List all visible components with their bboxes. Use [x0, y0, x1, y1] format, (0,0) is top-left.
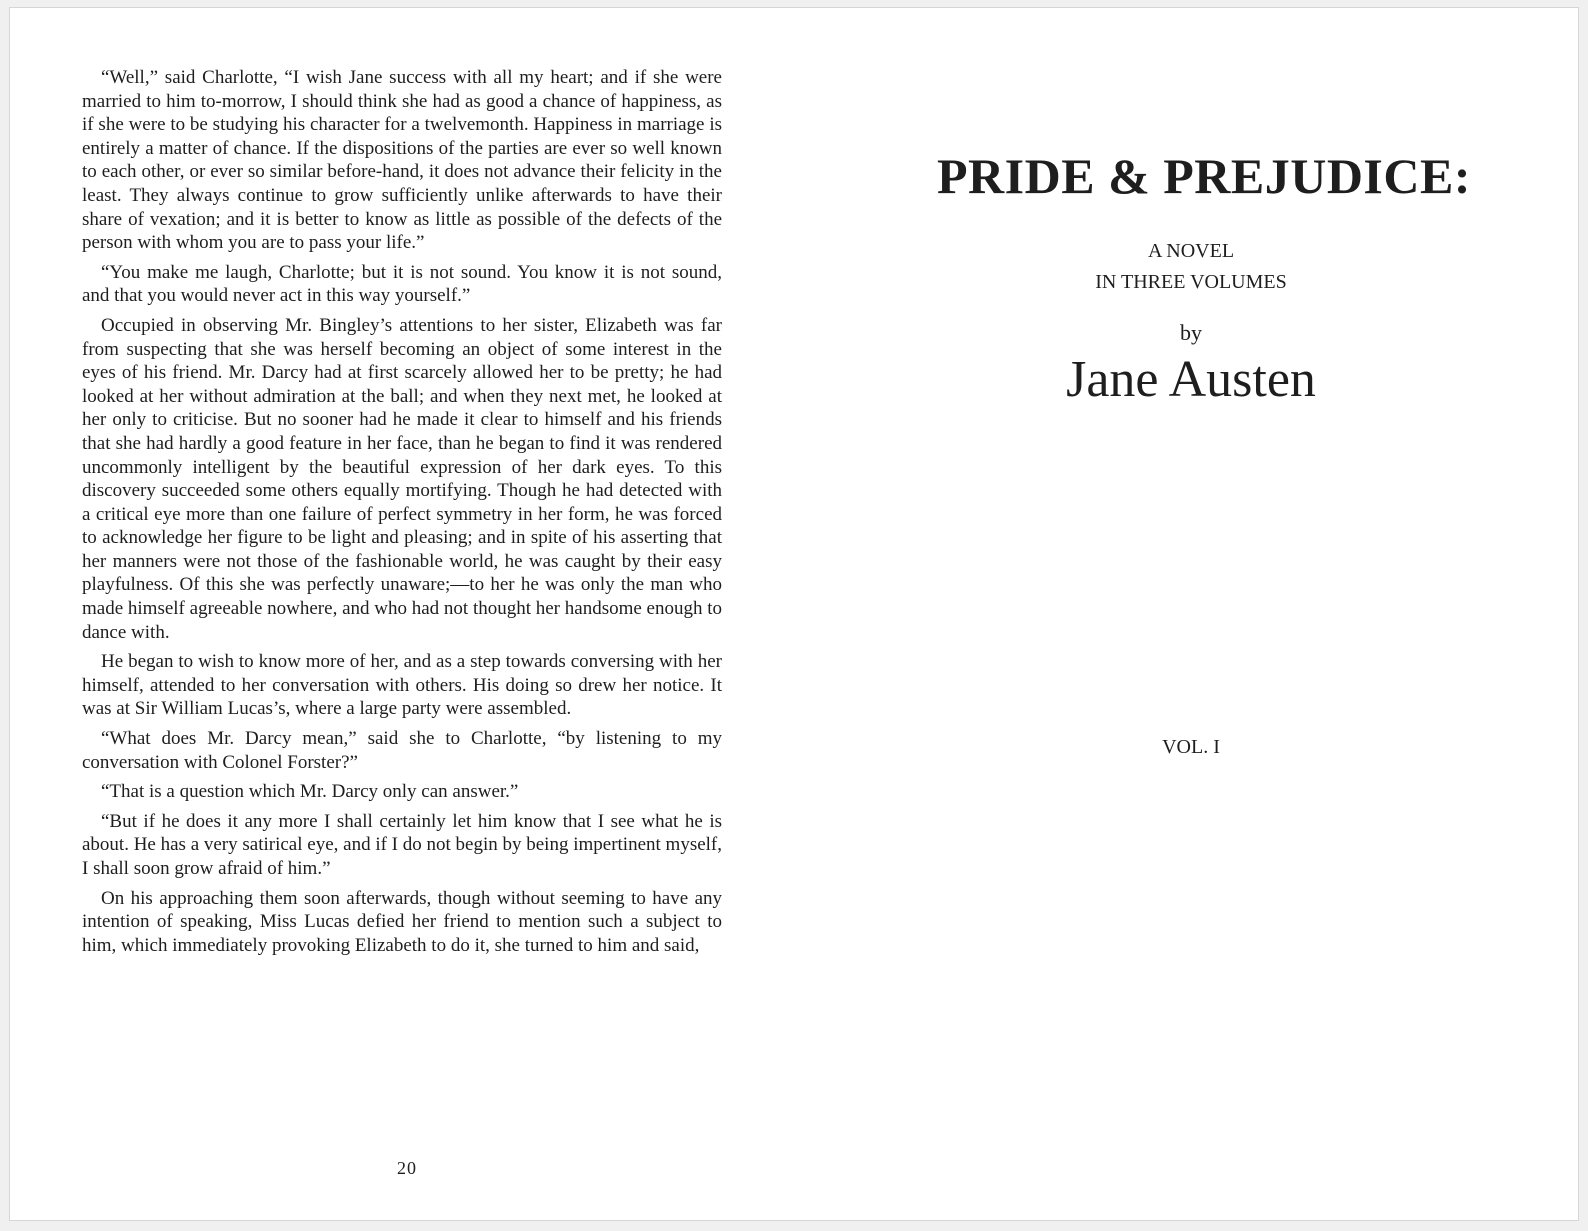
subtitle-line: IN THREE VOLUMES	[1095, 271, 1287, 293]
paragraph: “Well,” said Charlotte, “I wish Jane success with all my heart; and if she were married to him to-morrow, I should think she had as good a chance of happiness, as if she were to be studying his character for a twelvemonth. Happiness in marriage is entirely a matter of chance. If the dispositions of the parties are ever so well known to each other, or ever so similar before-hand, it does not advance their felicity in the least. They always continue to grow sufficiently unlike afterwards to have their share of vexation; and it is better to know as little as possible of the defects of the person with whom you are to pass your life.”	[82, 67, 722, 254]
paragraph: “That is a question which Mr. Darcy only can answer.”	[101, 781, 519, 803]
book-title: PRIDE & PREJUDICE:	[937, 148, 1471, 204]
body-text	[82, 66, 722, 963]
book-spread	[10, 8, 1578, 1220]
paragraph: “But if he does it any more I shall certainly let him know that I see what he is about. He has a very satirical eye, and if I do not begin by being impertinent myself, I shall soon grow afraid of him.”	[82, 810, 723, 879]
subtitle-line: A NOVEL	[1147, 240, 1235, 262]
paragraph: “You make me laugh, Charlotte; but it is not sound. You know it is not sound, and that you would never act in this way yourself.”	[82, 261, 722, 307]
paragraph: “What does Mr. Darcy mean,” said she to Charlotte, “by listening to my conversation with Colonel Forster?”	[82, 728, 722, 773]
paragraph: Occupied in observing Mr. Bingley’s attentions to her sister, Elizabeth was far from suspecting that she was herself becoming an object of some interest in the eyes of his friend. Mr. Darcy had at first scarcely allowed her to be pretty; he had looked at her without admiration at the ball; and when they next met, he looked at her only to criticise. But no sooner had he made it clear to himself and his friends that she had hardly a good feature in her face, than he began to find it was rendered uncommonly intelligent by the beautiful expression of her dark eyes. To this discovery succeeded some others equally mortifying. Though he had detected with a critical eye more than one failure of perfect symmetry in her form, he was forced to acknowledge her figure to be light and pleasing; and in spite of his asserting that her manners were not those of the fashionable world, he was caught by their easy playfulness. Of this she was perfectly unaware;—to her he was only the man who made himself agreeable nowhere, and who had not thought her handsome enough to dance with.	[82, 314, 723, 643]
left-page	[10, 8, 804, 1220]
paragraph: He began to wish to know more of her, and as a step towards conversing with her himself, attended to her conversation with others. His doing so drew her notice. It was at Sir William Lucas’s, where a large party were assembled.	[82, 651, 722, 720]
volume-label: VOL. I	[1162, 736, 1220, 758]
page-number: 20	[397, 1158, 417, 1178]
book-subtitle	[804, 236, 1578, 298]
title-page	[804, 8, 1578, 1220]
paragraph: On his approaching them soon afterwards, though without seeming to have any intention of speaking, Miss Lucas defied her friend to mention such a subject to him, which immediately provoking Elizabeth to do it, she turned to him and said,	[82, 887, 722, 956]
by-line: by	[1180, 320, 1202, 345]
author-name: Jane Austen	[1066, 351, 1316, 408]
